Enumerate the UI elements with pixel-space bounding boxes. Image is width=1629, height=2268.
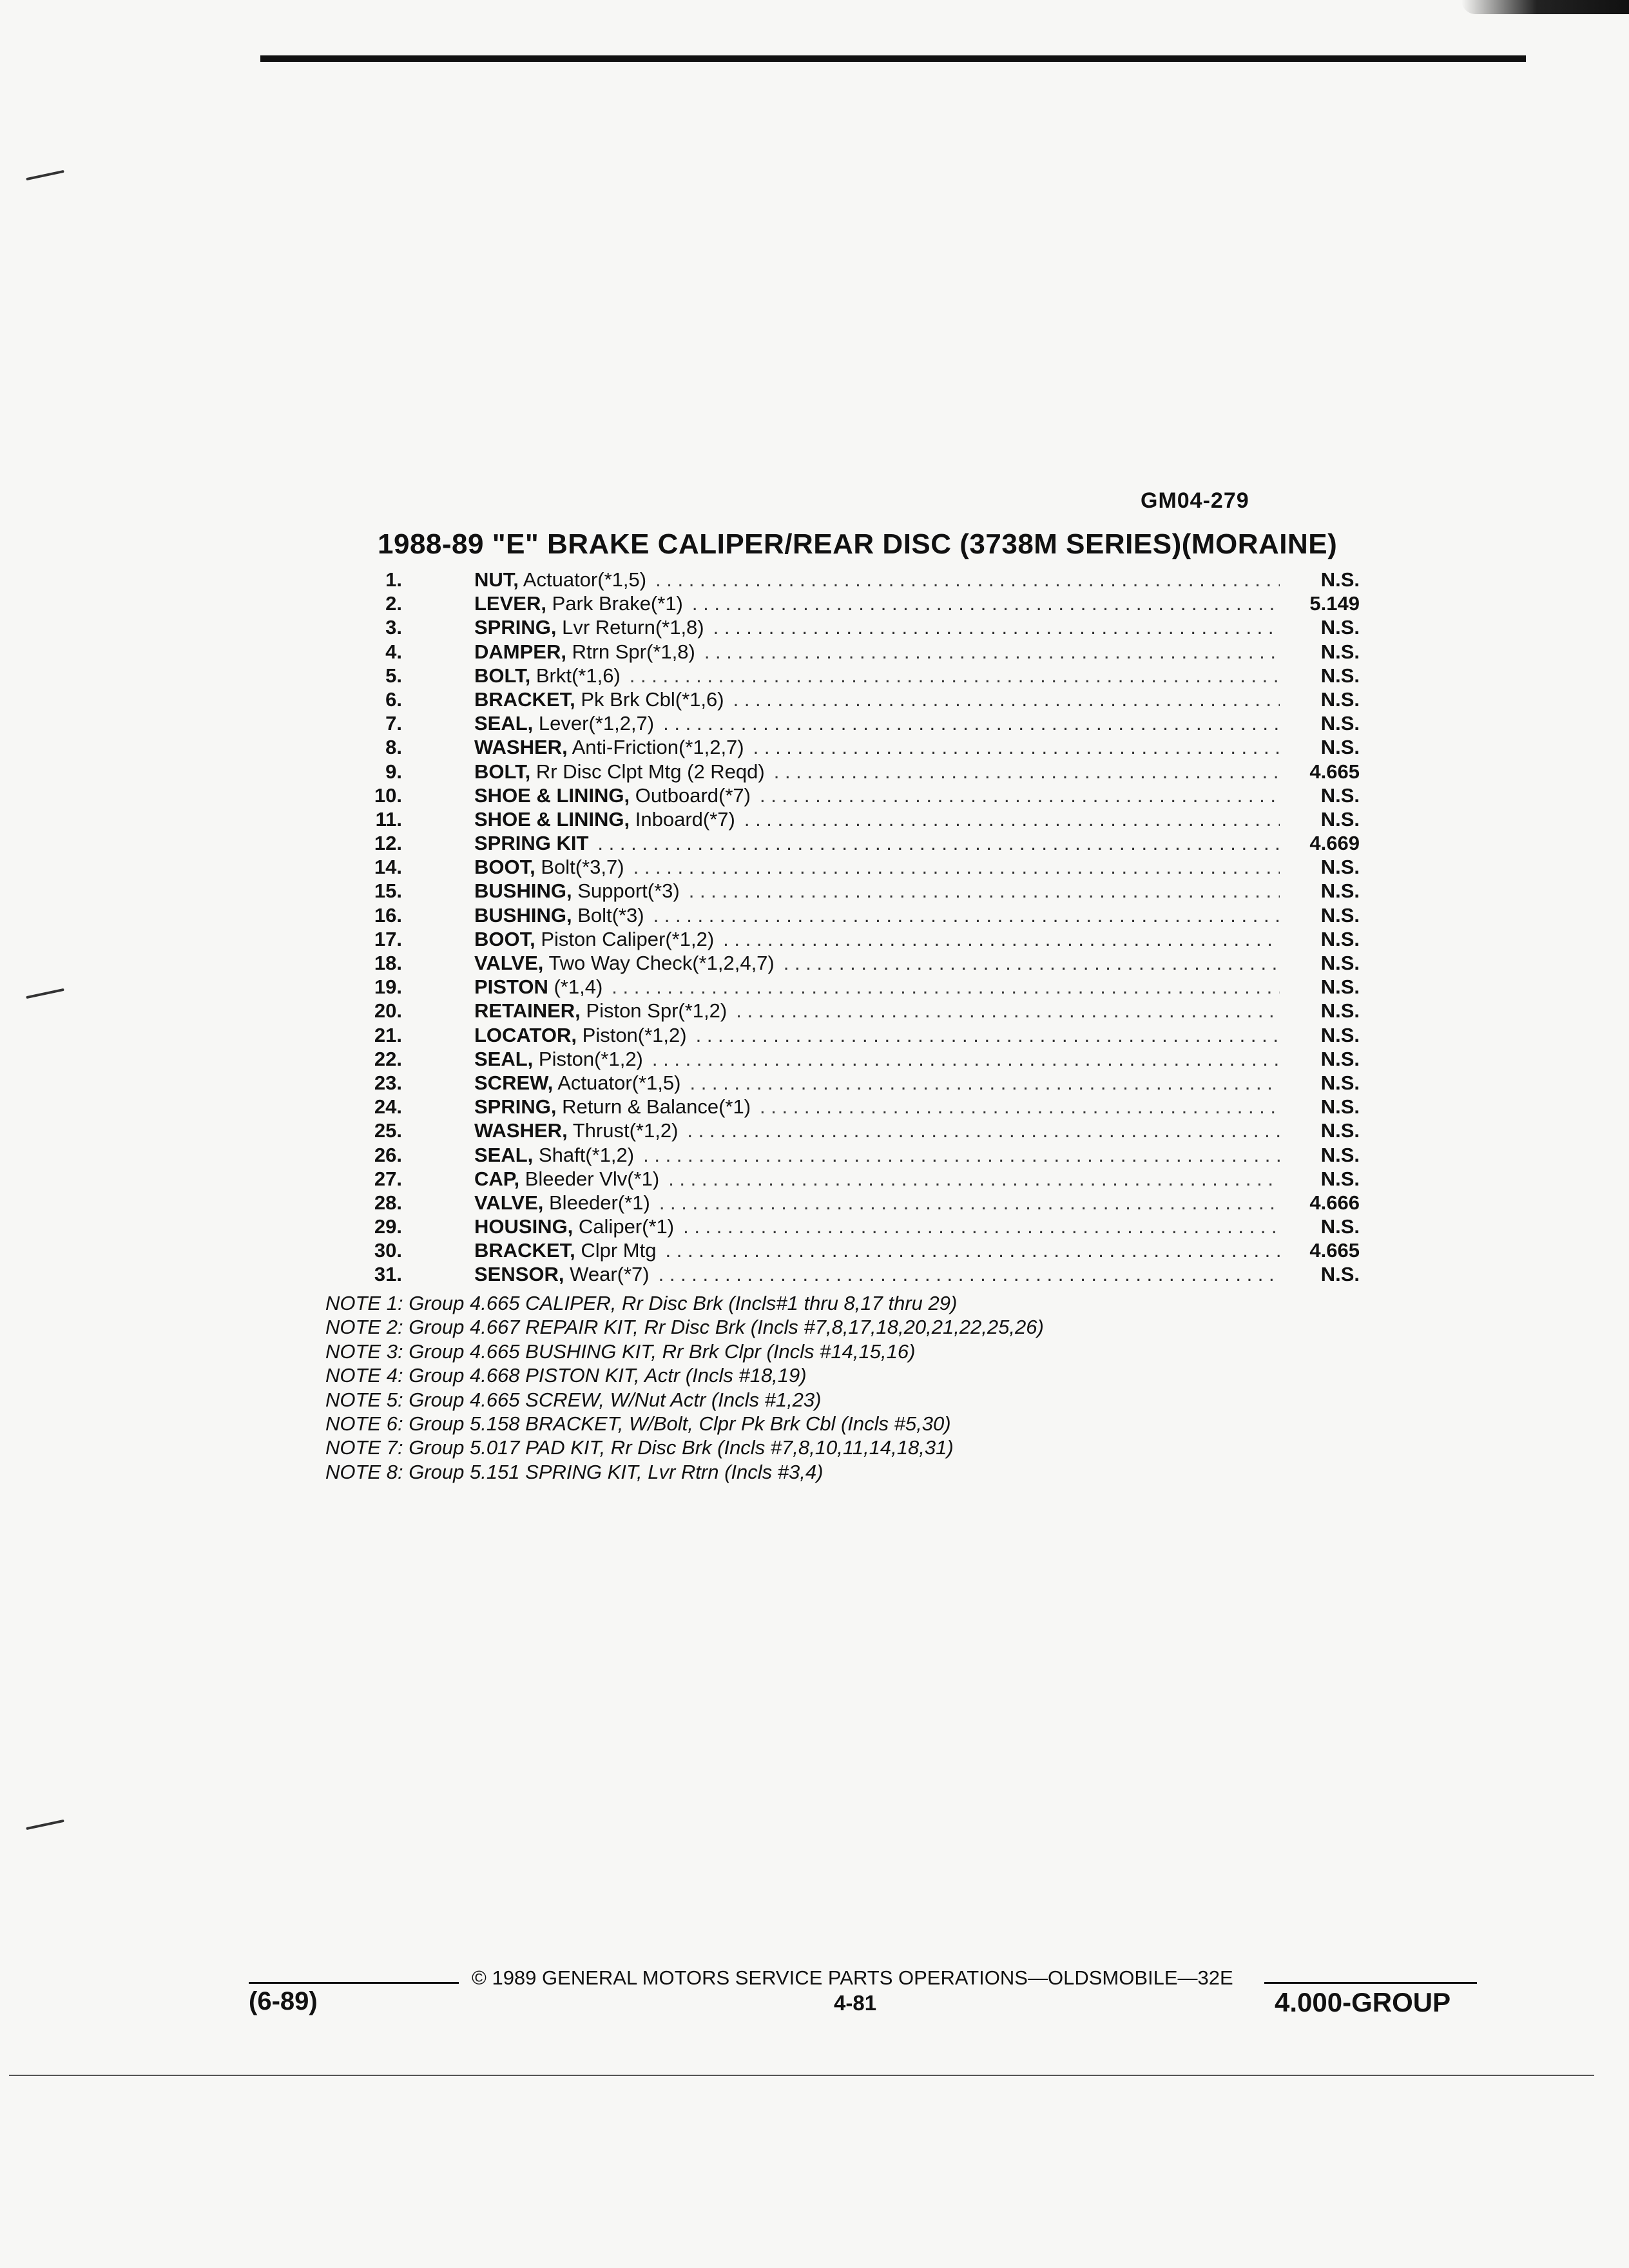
group-number: N.S. (1320, 568, 1360, 591)
part-number: 25. (374, 1119, 402, 1142)
group-number: N.S. (1320, 1119, 1360, 1142)
part-detail: Bleeder(*1) (549, 1191, 650, 1214)
part-number: 23. (374, 1071, 402, 1094)
part-name: BRACKET, (474, 1239, 575, 1262)
part-description (474, 1191, 650, 1215)
part-name: HOUSING, (474, 1215, 574, 1238)
part-detail: Piston Caliper(*1,2) (541, 927, 715, 950)
part-name: SPRING, (474, 616, 557, 639)
note-line: NOTE 2: Group 4.667 REPAIR KIT, Rr Disc Brk (Incls #7,8,17,18,20,21,22,25,26) (325, 1316, 1044, 1339)
part-detail: Rr Disc Clpt Mtg (2 Reqd) (535, 760, 765, 783)
dot-leader (683, 1215, 1280, 1238)
group-number: N.S. (1320, 1215, 1360, 1238)
note-line: NOTE 8: Group 5.151 SPRING KIT, Lvr Rtrn (Incls #3,4) (325, 1460, 824, 1483)
part-description (474, 1119, 678, 1142)
dot-leader (723, 928, 1280, 951)
part-description (474, 592, 683, 615)
part-number: 5. (385, 664, 402, 687)
part-number: 1. (385, 568, 402, 591)
dot-leader (633, 856, 1280, 879)
dot-leader (689, 879, 1280, 903)
part-detail: Actuator(*1,5) (523, 568, 647, 591)
dot-leader (597, 832, 1280, 855)
group-number: N.S. (1320, 903, 1360, 927)
part-number: 2. (385, 592, 402, 615)
part-row (342, 1048, 1360, 1072)
part-row (342, 1215, 1360, 1239)
dot-leader (753, 736, 1280, 759)
part-description (474, 1095, 751, 1119)
group-number: 4.669 (1309, 832, 1360, 855)
part-row (342, 1263, 1360, 1287)
part-row (342, 808, 1360, 832)
part-description (474, 712, 654, 735)
part-name: SPRING, (474, 1095, 557, 1119)
part-name: VALVE, (474, 1191, 544, 1214)
dot-leader (666, 1239, 1280, 1262)
part-row (342, 1095, 1360, 1119)
part-row (342, 928, 1360, 952)
group-number: N.S. (1320, 783, 1360, 807)
group-number: N.S. (1320, 1143, 1360, 1166)
part-description (474, 832, 588, 855)
part-name: BRACKET, (474, 687, 575, 711)
dot-leader (774, 760, 1280, 783)
part-detail: Thrust(*1,2) (572, 1119, 679, 1142)
dot-leader (643, 1144, 1280, 1167)
part-number: 9. (385, 760, 402, 783)
part-name: WASHER, (474, 736, 568, 759)
dot-leader (630, 664, 1280, 687)
part-number: 4. (385, 640, 402, 663)
edition-date: (6-89) (249, 1987, 318, 2015)
part-detail: Clpr Mtg (581, 1239, 657, 1262)
group-number: N.S. (1320, 1047, 1360, 1070)
part-row (342, 1168, 1360, 1191)
part-row (342, 688, 1360, 712)
part-name: LOCATOR, (474, 1023, 577, 1046)
part-detail: Rtrn Spr(*1,8) (572, 640, 695, 663)
part-number: 12. (374, 832, 402, 855)
part-description (474, 784, 751, 807)
part-description (474, 1215, 674, 1238)
group-number: N.S. (1320, 807, 1360, 831)
part-name: SHOE & LINING, (474, 783, 630, 807)
group-number: N.S. (1320, 879, 1360, 903)
part-description (474, 1024, 687, 1047)
part-name: BOOT, (474, 927, 535, 950)
group-number: 4.665 (1309, 1239, 1360, 1262)
dot-leader (668, 1168, 1280, 1191)
part-detail: Brkt(*1,6) (535, 664, 621, 687)
part-number: 14. (374, 856, 402, 879)
part-row (342, 736, 1360, 760)
parts-list (342, 568, 1360, 1287)
note-line: NOTE 1: Group 4.665 CALIPER, Rr Disc Brk (Incls#1 thru 8,17 thru 29) (325, 1292, 958, 1314)
part-description (474, 1144, 634, 1167)
group-number: 4.666 (1309, 1191, 1360, 1214)
group-number: 5.149 (1309, 592, 1360, 615)
part-detail: Bleeder Vlv(*1) (525, 1167, 660, 1190)
part-detail: Inboard(*7) (635, 807, 735, 831)
part-detail: Piston(*1,2) (538, 1047, 643, 1070)
dot-leader (663, 712, 1280, 735)
dot-leader (736, 999, 1280, 1023)
group-number: N.S. (1320, 1263, 1360, 1286)
dot-leader (659, 1263, 1280, 1286)
group-number: N.S. (1320, 687, 1360, 711)
part-number: 30. (374, 1239, 402, 1262)
part-name: SEAL, (474, 1047, 534, 1070)
part-name: PISTON (474, 975, 548, 999)
part-name: NUT, (474, 568, 519, 591)
part-number: 17. (374, 927, 402, 950)
note-line: NOTE 6: Group 5.158 BRACKET, W/Bolt, Clpr Pk Brk Cbl (Incls #5,30) (325, 1412, 951, 1436)
scan-smudge (1461, 0, 1629, 14)
part-number: 21. (374, 1023, 402, 1046)
part-name: BUSHING, (474, 903, 572, 927)
top-rule (260, 55, 1526, 62)
part-description (474, 808, 735, 831)
dot-leader (655, 568, 1280, 591)
dot-leader (760, 1095, 1280, 1119)
note-line: NOTE 7: Group 5.017 PAD KIT, Rr Disc Brk (Incls #7,8,10,11,14,18,31) (325, 1436, 954, 1459)
part-detail: Bolt(*3,7) (541, 856, 624, 879)
part-description (474, 664, 621, 687)
part-number: 15. (374, 879, 402, 903)
part-name: VALVE, (474, 952, 544, 974)
group-number: N.S. (1320, 952, 1360, 974)
dot-leader (713, 616, 1280, 639)
part-name: SCREW, (474, 1071, 554, 1094)
part-description (474, 1239, 657, 1262)
part-description (474, 904, 644, 927)
part-detail: Piston Spr(*1,2) (586, 999, 728, 1023)
part-number: 31. (374, 1263, 402, 1286)
part-row (342, 1024, 1360, 1048)
dot-leader (659, 1191, 1280, 1215)
part-name: RETAINER, (474, 999, 581, 1023)
part-detail: Anti-Friction(*1,2,7) (572, 736, 744, 759)
dot-leader (612, 975, 1280, 999)
group-number: N.S. (1320, 975, 1360, 999)
part-row (342, 952, 1360, 975)
group-number: N.S. (1320, 616, 1360, 639)
part-name: WASHER, (474, 1119, 568, 1142)
group-number: N.S. (1320, 999, 1360, 1023)
part-description (474, 975, 602, 999)
part-detail: Park Brake(*1) (552, 592, 683, 615)
part-detail: Wear(*7) (570, 1263, 650, 1286)
part-number: 16. (374, 903, 402, 927)
part-detail: Caliper(*1) (578, 1215, 675, 1238)
part-description (474, 1072, 680, 1095)
bottom-rule (9, 2075, 1594, 2076)
part-name: SENSOR, (474, 1263, 564, 1286)
group-number: N.S. (1320, 1095, 1360, 1119)
part-description (474, 879, 680, 903)
part-number: 28. (374, 1191, 402, 1214)
part-number: 29. (374, 1215, 402, 1238)
page-title: 1988-89 "E" BRAKE CALIPER/REAR DISC (3738M SERIES)(MORAINE) (378, 528, 1338, 560)
part-name: LEVER, (474, 592, 546, 615)
group-number: N.S. (1320, 927, 1360, 950)
group-number: N.S. (1320, 664, 1360, 687)
group-number: N.S. (1320, 856, 1360, 879)
group-number: N.S. (1320, 1167, 1360, 1190)
margin-mark (26, 170, 64, 180)
part-description (474, 568, 646, 591)
group-label: 4.000-GROUP (1275, 1987, 1451, 2017)
group-number: N.S. (1320, 1023, 1360, 1046)
document-code: GM04-279 (1141, 488, 1249, 513)
dot-leader (692, 592, 1280, 615)
note-line: NOTE 4: Group 4.668 PISTON KIT, Actr (Incls #18,19) (325, 1364, 807, 1387)
part-name: DAMPER, (474, 640, 566, 663)
part-row (342, 1191, 1360, 1215)
margin-mark (26, 988, 64, 999)
dot-leader (733, 688, 1280, 711)
part-number: 7. (385, 712, 402, 735)
part-row (342, 664, 1360, 688)
part-number: 11. (375, 807, 402, 831)
dot-leader (744, 808, 1280, 831)
page-number: 4-81 (834, 1991, 877, 2015)
part-detail: Two Way Check(*1,2,4,7) (548, 952, 775, 974)
part-name: SEAL, (474, 712, 534, 735)
part-name: BUSHING, (474, 879, 572, 903)
part-description (474, 928, 714, 951)
part-name: SEAL, (474, 1143, 534, 1166)
footer-rule-right (1264, 1982, 1477, 1984)
part-description (474, 1048, 643, 1071)
part-row (342, 592, 1360, 616)
part-name: BOOT, (474, 856, 535, 879)
part-row (342, 999, 1360, 1023)
notes-list (325, 1291, 1044, 1484)
dot-leader (784, 952, 1280, 975)
dot-leader (760, 784, 1280, 807)
part-description (474, 616, 704, 639)
part-row (342, 784, 1360, 808)
part-detail: Outboard(*7) (635, 783, 751, 807)
part-name: CAP, (474, 1167, 520, 1190)
part-row (342, 832, 1360, 856)
part-row (342, 975, 1360, 999)
part-number: 8. (385, 736, 402, 759)
footer-rule-left (249, 1982, 459, 1984)
part-row (342, 904, 1360, 928)
part-number: 10. (374, 783, 402, 807)
dot-leader (704, 640, 1280, 664)
part-detail: Shaft(*1,2) (538, 1143, 635, 1166)
part-number: 22. (374, 1047, 402, 1070)
part-description (474, 999, 727, 1023)
part-name: SHOE & LINING, (474, 807, 630, 831)
part-number: 6. (385, 687, 402, 711)
dot-leader (696, 1024, 1280, 1047)
part-row (342, 1144, 1360, 1168)
part-row (342, 856, 1360, 879)
part-row (342, 568, 1360, 592)
part-number: 20. (374, 999, 402, 1023)
group-number: N.S. (1320, 712, 1360, 735)
part-row (342, 1119, 1360, 1143)
part-description (474, 688, 724, 711)
copyright: © 1989 GENERAL MOTORS SERVICE PARTS OPERATIONS—OLDSMOBILE—32E (472, 1966, 1233, 1989)
margin-mark (26, 1820, 64, 1830)
part-detail: Lvr Return(*1,8) (562, 616, 704, 639)
part-number: 19. (374, 975, 402, 999)
group-number: 4.665 (1309, 760, 1360, 783)
group-number: N.S. (1320, 640, 1360, 663)
part-detail: Actuator(*1,5) (557, 1071, 681, 1094)
dot-leader (689, 1072, 1280, 1095)
part-row (342, 616, 1360, 640)
group-number: N.S. (1320, 1071, 1360, 1094)
dot-leader (687, 1119, 1280, 1142)
part-name: BOLT, (474, 760, 531, 783)
part-description (474, 640, 695, 664)
note-line: NOTE 5: Group 4.665 SCREW, W/Nut Actr (Incls #1,23) (325, 1388, 822, 1411)
part-description (474, 1263, 650, 1286)
note-line: NOTE 3: Group 4.665 BUSHING KIT, Rr Brk Clpr (Incls #14,15,16) (325, 1340, 916, 1363)
part-description (474, 952, 775, 975)
group-number: N.S. (1320, 736, 1360, 759)
part-number: 18. (374, 952, 402, 974)
dot-leader (653, 904, 1280, 927)
part-detail: (*1,4) (554, 975, 603, 999)
part-row (342, 1072, 1360, 1095)
part-description (474, 760, 765, 783)
part-detail: Bolt(*3) (577, 903, 644, 927)
part-row (342, 760, 1360, 784)
part-detail: Lever(*1,2,7) (538, 712, 655, 735)
part-detail: Piston(*1,2) (582, 1023, 687, 1046)
part-name: SPRING KIT (474, 832, 589, 855)
part-detail: Pk Brk Cbl(*1,6) (581, 687, 724, 711)
part-number: 27. (374, 1167, 402, 1190)
part-description (474, 856, 624, 879)
part-name: BOLT, (474, 664, 531, 687)
part-number: 26. (374, 1143, 402, 1166)
part-description (474, 1168, 659, 1191)
part-number: 24. (374, 1095, 402, 1119)
part-detail: Return & Balance(*1) (562, 1095, 751, 1119)
part-description (474, 736, 744, 759)
part-number: 3. (385, 616, 402, 639)
part-row (342, 1239, 1360, 1263)
part-detail: Support(*3) (577, 879, 680, 903)
part-row (342, 640, 1360, 664)
part-row (342, 712, 1360, 736)
dot-leader (652, 1048, 1280, 1071)
part-row (342, 879, 1360, 903)
